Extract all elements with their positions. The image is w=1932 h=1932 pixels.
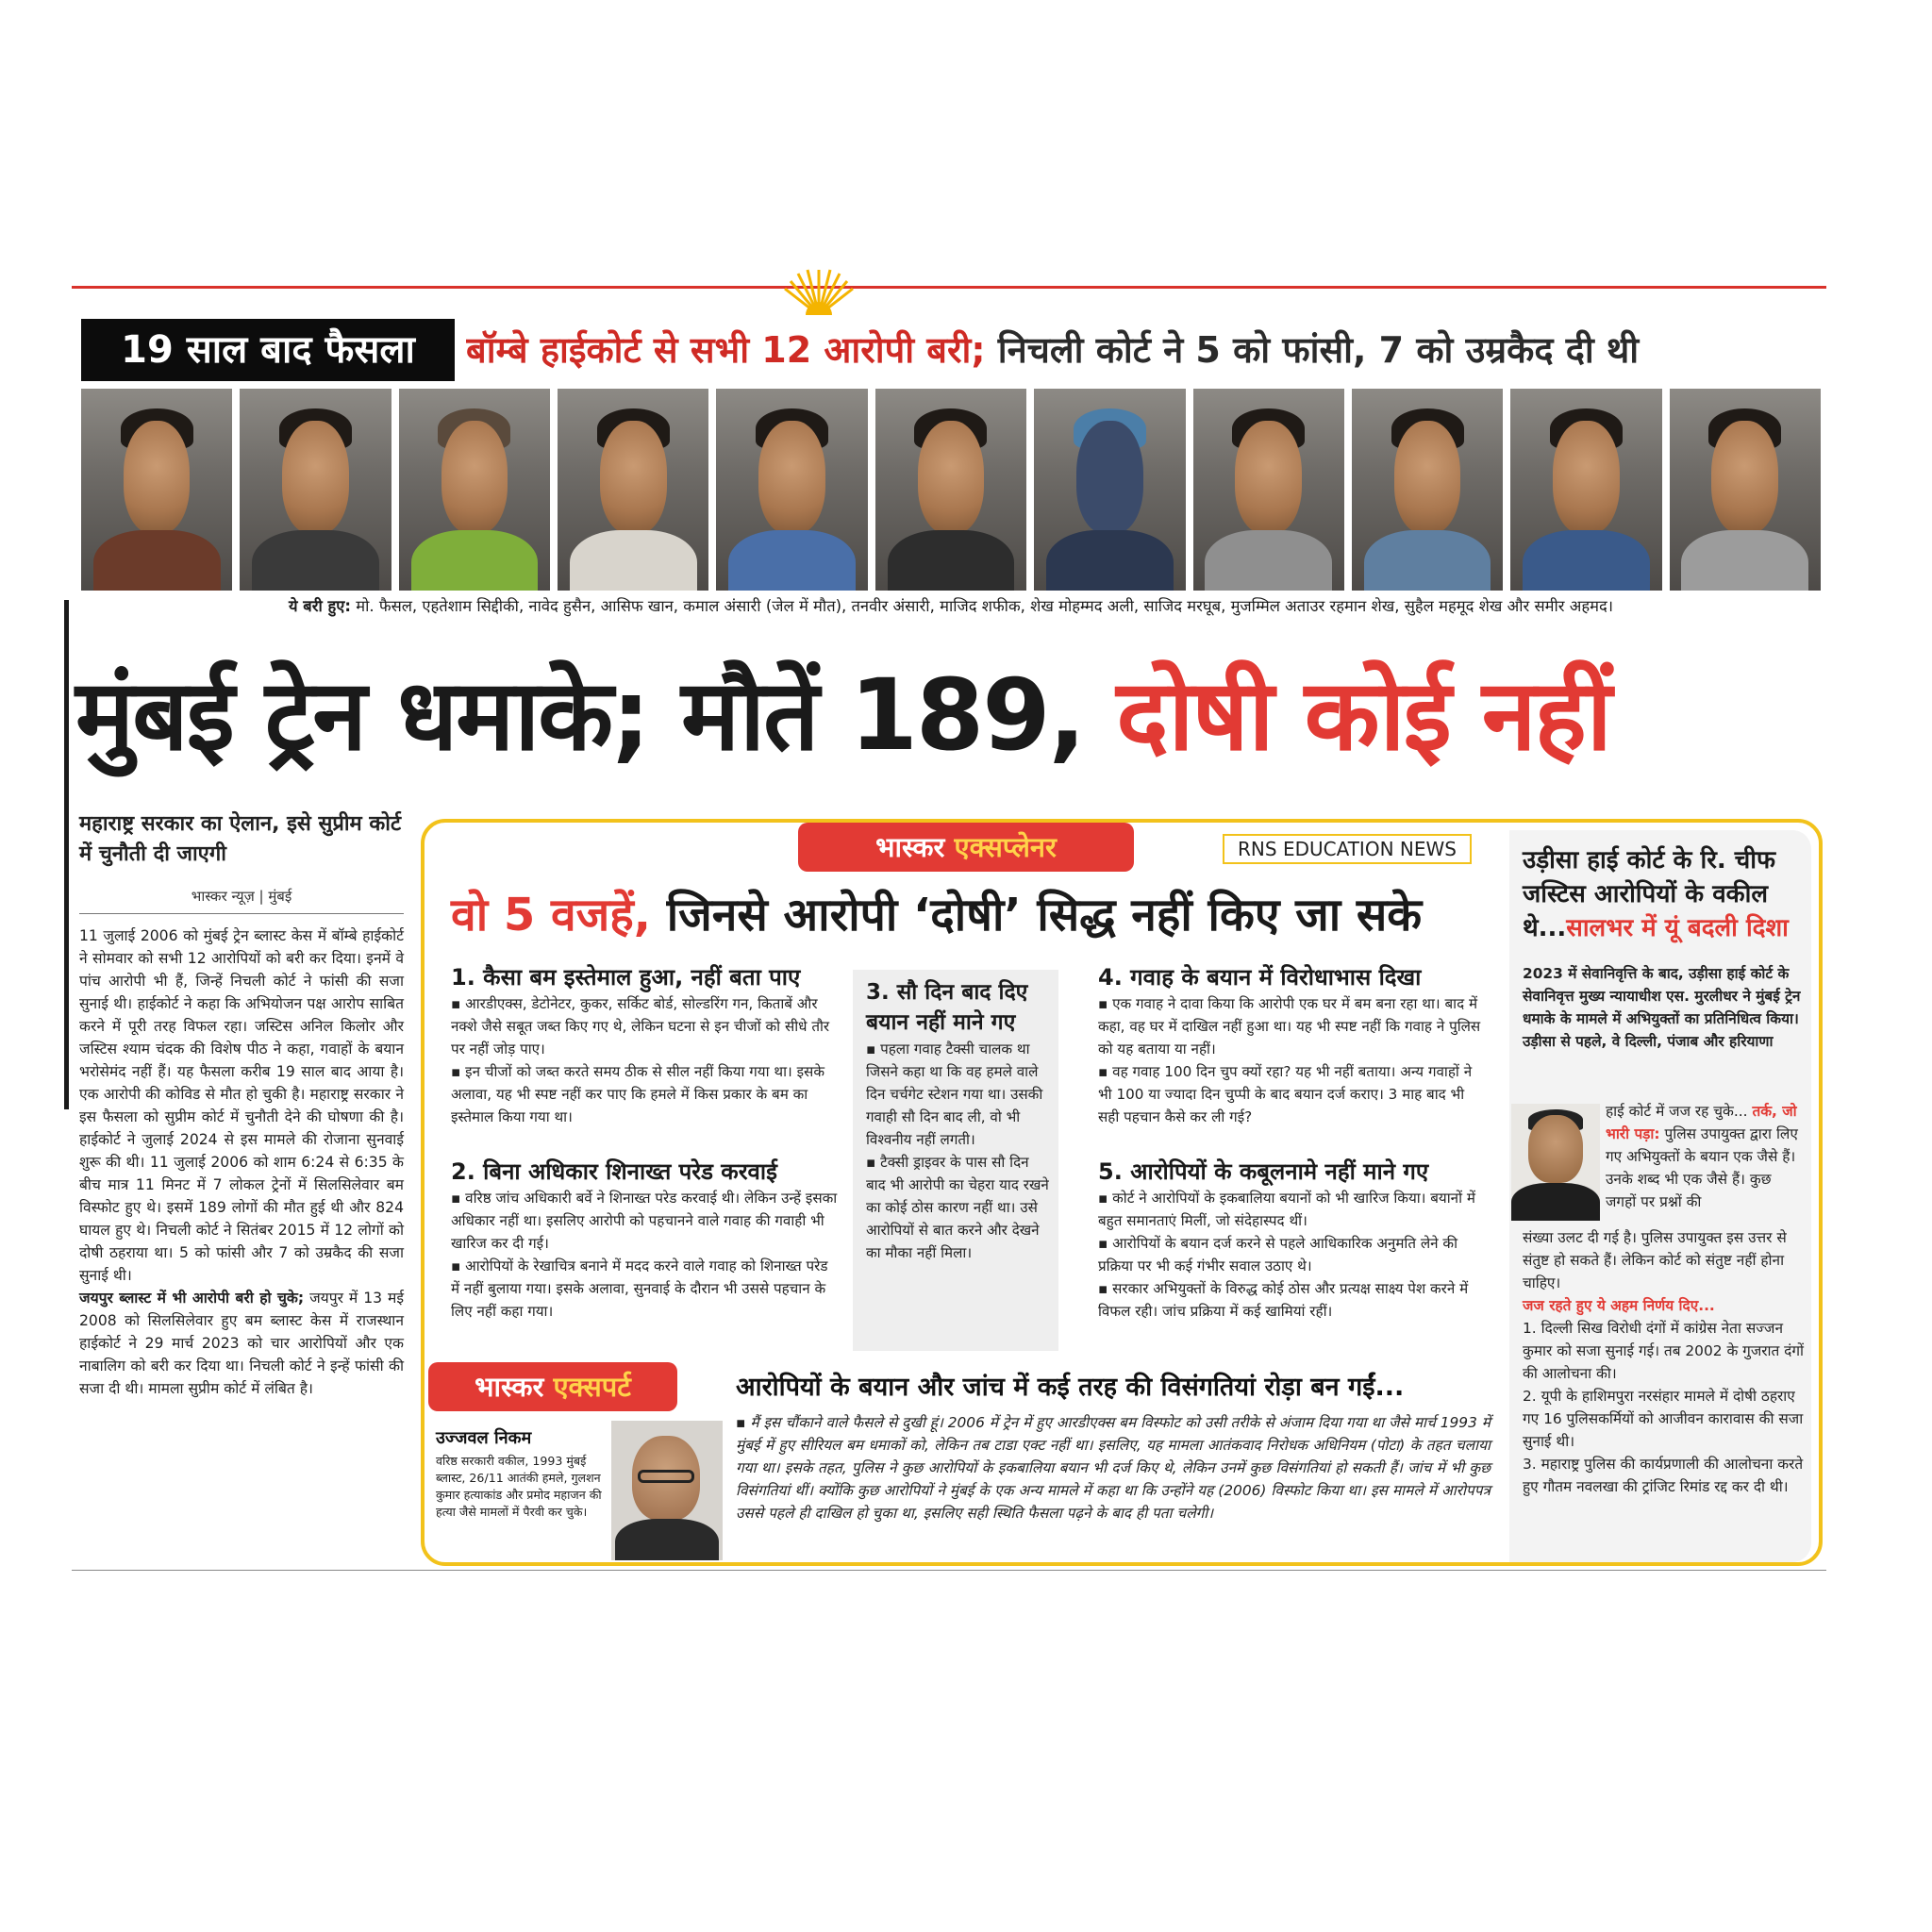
left-accent-bar [64, 600, 69, 1109]
reason-5 [1098, 1157, 1485, 1323]
expert-name: उज्जवल निकम [436, 1428, 532, 1448]
right-para-2 [1606, 1100, 1806, 1213]
top-rule [72, 286, 1826, 289]
headline-red: दोषी कोई नहीं [1116, 658, 1610, 773]
reason-5-point: ▪ आरोपियों के बयान दर्ज करने से पहले आधिकारिक अनुमति लेने की प्रक्रिया पर भी कई गंभीर सवाल उठाए थे। [1098, 1235, 1457, 1274]
reason-5-point: ▪ कोर्ट ने आरोपियों के इकबालिया बयानों को भी खारिज किया। बयानों में बहुत समानताएं मिलीं, जो संदेहास्पद थीं। [1098, 1190, 1475, 1229]
accused-photo [1670, 389, 1821, 591]
reason-3-point: ▪ पहला गवाह टैक्सी चालक था जिसने कहा था कि वह हमले वाले दिन चर्चगेट स्टेशन गया था। उसकी गवाही सौ दिन बाद ली, वो भी विश्वनीय नहीं लगती। [866, 1041, 1043, 1148]
expert-quote: ▪ मैं इस चौंकाने वाले फैसले से दुखी हूं। 2006 में ट्रेन में हुए आरडीएक्स बम विस्फोट को उसी तरीके से अंजाम दिया गया था जैसे मार्च 1993 में मुंबई में हुए सीरियल बम धमाकों को, लेकिन तब टाडा एक्ट नहीं था। इसलिए, यह मामला आतंकवाद निरोधक अधिनियम (पोटा) के तहत चलाया गया था। इसके तहत, पुलिस ने कुछ आरोपियों के इकबालिया बयान भी दर्ज किए थे, लेकिन उनमें कुछ विसंगतियां हो सकती हैं। जांच में भी कुछ विसंगतियां थीं। क्योंकि कुछ आरोपियों ने मुंबई के एक अन्य मामले में कहा था कि उन्होंने यह (2006) विस्फोट किया था। इस मामले में आरोपपत्र उससे पहले ही दाखिल हो चुका था, इसलिए सही स्थिति फैसला पढ़ने के बाद ही पता चलेगी। [736, 1414, 1491, 1522]
headline-black: मुंबई ट्रेन धमाके; मौतें 189, [75, 658, 1085, 773]
right-heading-black: उड़ीसा हाई कोर्ट के रि. चीफ जस्टिस आरोपियों के वकील थे... [1523, 846, 1776, 942]
accused-photo [1034, 389, 1185, 591]
reason-1 [451, 962, 838, 1128]
reason-2 [451, 1157, 838, 1323]
reason-1-heading: 1. कैसा बम इस्तेमाल हुआ, नहीं बता पाए [451, 964, 801, 991]
right-para-3 [1523, 1226, 1806, 1498]
accused-photo [240, 389, 391, 591]
expert-heading: आरोपियों के बयान और जांच में कई तरह की विसंगतियां रोड़ा बन गईं... [736, 1373, 1405, 1402]
expert-description: वरिष्ठ सरकारी वकील, 1993 मुंबई ब्लास्ट, 26/11 आतंकी हमले, गुलशन कुमार हत्याकांड और प्रमोद महाजन की हत्या जैसे मामलों में पैरवी कर चुके। [436, 1454, 602, 1519]
reason-4-point: ▪ वह गवाह 100 दिन चुप क्यों रहा? यह भी नहीं बताया। अन्य गवाहों ने भी 100 या ज्यादा दिन चुप्पी के बाद बयान दर्ज कराए। 3 माह बाद भी सही पहचान कैसे कर ली गई? [1098, 1063, 1473, 1125]
reason-4 [1098, 962, 1485, 1128]
accused-photo [81, 389, 232, 591]
expert-badge-red: भास्कर [475, 1371, 544, 1403]
left-para-2: जयपुर में 13 मई 2008 को सिलसिलेवार हुए बम ब्लास्ट केस में राजस्थान हाईकोर्ट ने 29 मार्च 2023 को चार आरोपियों और एक नाबालिग को बरी कर दिया था। निचली कोर्ट ने इन्हें फांसी की सजा दी थी। मामला सुप्रीम कोर्ट में लंबित है। [79, 1290, 404, 1397]
explainer-badge-red: भास्कर [875, 831, 945, 863]
rns-watermark: RNS EDUCATION NEWS [1223, 834, 1472, 864]
left-para-1: 11 जुलाई 2006 को मुंबई ट्रेन ब्लास्ट केस में बॉम्बे हाईकोर्ट ने सोमवार को सभी 12 आरोपियों को बरी कर दिया। इनमें वे पांच आरोपी भी हैं, जिन्हें निचली कोर्ट ने फांसी की सजा सुनाई थी। हाईकोर्ट ने कहा कि अभियोजन पक्ष आरोप साबित करने में पूरी तरह विफल रहा। जस्टिस अनिल किलोर और जस्टिस श्याम चंदक की विशेष पीठ ने कहा, गवाहों के बयान भरोसेमंद नहीं हैं। यह फैसला करीब 19 साल बाद आया है। एक आरोपी की कोविड से मौत हो चुकी है। महाराष्ट्र सरकार ने इस फैसला को सुप्रीम कोर्ट में चुनौती देने की घोषणा की है। हाईकोर्ट ने जुलाई 2024 से इस मामले की रोजाना सुनवाई शुरू की थी। 11 जुलाई 2006 को शाम 6:24 से 6:35 के बीच मात्र 11 मिनट में 7 लोकल ट्रेनों में सिलसिलेवार बम विस्फोट हुए थे। इसमें 189 लोगों की मौत हुई थी और 824 घायल हुए थे। निचली कोर्ट ने सितंबर 2015 में 12 लोगों को दोषी ठहराया था। 5 को फांसी और 7 को उम्रकैद की सजा सुनाई थी। [79, 927, 404, 1284]
reason-1-point: ▪ आरडीएक्स, डेटोनेटर, कुकर, सर्किट बोर्ड, सोल्डरिंग गन, किताबें और नक्शे जैसे सबूत जब्त किए गए थे, लेकिन घटना से इन चीजों को सीधे तौर पर नहीं जोड़ पाए। [451, 995, 830, 1058]
right-decision-2: 2. यूपी के हाशिमपुरा नरसंहार मामले में दोषी ठहराए गए 16 पुलिसकर्मियों को आजीवन कारावास की सजा सुनाई थी। [1523, 1388, 1804, 1450]
reason-4-heading: 4. गवाह के बयान में विरोधाभास दिखा [1098, 964, 1422, 991]
left-para-2-lead: जयपुर ब्लास्ट में भी आरोपी बरी हो चुके; [79, 1290, 305, 1307]
reason-2-point: ▪ वरिष्ठ जांच अधिकारी बर्वे ने शिनाख्त परेड करवाई थी। लेकिन उन्हें इसका अधिकार नहीं था। इसलिए आरोपी को पहचानने वाले गवाह की गवाही भी खारिज कर दी गई। [451, 1190, 838, 1252]
reason-4-point: ▪ एक गवाह ने दावा किया कि आरोपी एक घर में बम बना रहा था। बाद में कहा, वह घर में दाखिल नहीं हुआ था। यह भी स्पष्ट नहीं कि गवाह ने पुलिस को यह बताया या नहीं। [1098, 995, 1481, 1058]
right-decision-1: 1. दिल्ली सिख विरोधी दंगों में कांग्रेस नेता सज्जन कुमार को सजा सुनाई गई। तब 2002 के गुजरात दंगों की आलोचना की। [1523, 1320, 1805, 1382]
left-divider [79, 913, 404, 914]
header-red-text: बॉम्बे हाईकोर्ट से सभी 12 आरोपी बरी; [466, 329, 986, 371]
bottom-rule [72, 1570, 1826, 1571]
accused-photo [716, 389, 867, 591]
header-strap [466, 319, 1824, 381]
expert-badge [428, 1362, 677, 1411]
expert-photo [611, 1421, 723, 1560]
right-para-2-rest: पुलिस उपायुक्त द्वारा लिए गए अभियुक्तों के बयान एक जैसे हैं। उनके शब्द भी एक जैसे हैं। कुछ जगहों पर प्रश्नों की [1606, 1125, 1798, 1210]
accused-photo [558, 389, 708, 591]
right-para-3-text: संख्या उलट दी गई है। पुलिस उपायुक्त इस उत्तर से संतुष्ट हो सकते हैं। लेकिन कोर्ट को संतुष्ट नहीं होना चाहिए। [1523, 1229, 1787, 1291]
reason-2-point: ▪ आरोपियों के रेखाचित्र बनाने में मदद करने वाले गवाह को शिनाख्त परेड में नहीं बुलाया गया। इसके अलावा, सुनवाई के दौरान भी उससे पहचान के लिए नहीं कहा गया। [451, 1257, 828, 1320]
explainer-title-red: वो 5 वजहें, [451, 889, 651, 941]
reason-5-point: ▪ सरकार अभियुक्तों के विरुद्ध कोई ठोस और प्रत्यक्ष साक्ष्य पेश करने में विफल रही। जांच प्रक्रिया में कई खामियां रहीं। [1098, 1280, 1469, 1320]
expert-badge-yellow: एक्सपर्ट [553, 1371, 631, 1403]
right-heading-red: सालभर में यूं बदली दिशा [1566, 914, 1789, 942]
explainer-badge [798, 823, 1134, 872]
accused-photo [1352, 389, 1503, 591]
reason-2-heading: 2. बिना अधिकार शिनाख्त परेड करवाई [451, 1158, 777, 1185]
right-heading [1523, 843, 1806, 945]
accused-photo [875, 389, 1026, 591]
reason-3-heading: 3. सौ दिन बाद दिए बयान नहीं माने गए [866, 980, 1028, 1035]
right-para-2-lead: हाई कोर्ट में जज रह चुके... [1606, 1103, 1748, 1120]
main-headline [75, 641, 1840, 789]
explainer-title-black: जिनसे आरोपी ‘दोषी’ सिद्ध नहीं किए जा सके [666, 889, 1423, 941]
right-para-1: 2023 में सेवानिवृत्ति के बाद, उड़ीसा हाई कोर्ट के सेवानिवृत्त मुख्य न्यायाधीश एस. मुरलीधर ने मुंबई ट्रेन धमाके के मामले में अभियुक्तों का प्रतिनिधित्व किया। उड़ीसा से पहले, वे दिल्ली, पंजाब और हरियाणा [1523, 965, 1801, 1050]
reason-5-heading: 5. आरोपियों के कबूलनामे नहीं माने गए [1098, 1158, 1429, 1185]
header-dark-text: निचली कोर्ट ने 5 को फांसी, 7 को उम्रकैद दी थी [997, 329, 1640, 371]
accused-photo [399, 389, 550, 591]
reason-3-point: ▪ टैक्सी ड्राइवर के पास सौ दिन बाद भी आरोपी का चेहरा याद रखने का कोई ठोस कारण नहीं था। उसे आरोपियों से बात करने और देखने का मौका नहीं मिला। [866, 1154, 1049, 1261]
sun-logo-icon [781, 262, 857, 315]
accused-photo [1510, 389, 1661, 591]
left-story [79, 924, 404, 1400]
reason-3 [866, 977, 1051, 1264]
right-decision-3: 3. महाराष्ट्र पुलिस की कार्यप्रणाली की आलोचना करते हुए गौतम नवलखा की ट्रांजिट रिमांड रद्द कर दी थी। [1523, 1456, 1804, 1495]
explainer-title [451, 879, 1526, 951]
reason-1-point: ▪ इन चीजों को जब्त करते समय ठीक से सील नहीं किया गया था। इसके अलावा, यह भी स्पष्ट नहीं कर पाए कि हमले में किस प्रकार के बम का इस्तेमाल किया गया था। [451, 1063, 824, 1125]
left-subhead: महाराष्ट्र सरकार का ऐलान, इसे सुप्रीम कोर्ट में चुनौती दी जाएगी [79, 812, 402, 866]
accused-photo-strip [81, 389, 1821, 591]
accused-photo [1193, 389, 1344, 591]
explainer-badge-yellow: एक्सप्लेनर [954, 831, 1057, 863]
caption-lead: ये बरी हुए: [288, 597, 351, 615]
photo-caption [81, 594, 1821, 619]
right-decisions-label: जज रहते हुए ये अहम निर्णय दिए... [1523, 1297, 1715, 1314]
right-argument-label: तर्क, जो भारी पड़ा: [1606, 1103, 1797, 1142]
left-byline: भास्कर न्यूज़ | मुंबई [191, 888, 292, 905]
header-label: 19 साल बाद फैसला [81, 319, 455, 381]
caption-names: मो. फैसल, एहतेशाम सिद्दीकी, नावेद हुसैन, आसिफ खान, कमाल अंसारी (जेल में मौत), तनवीर अंसारी, माजिद शफीक, शेख मोहम्मद अली, साजिद मरघूब, मुजम्मिल अताउर रहमान शेख, सुहैल महमूद शेख और समीर अहमद। [356, 597, 1613, 615]
justice-photo [1511, 1104, 1600, 1221]
